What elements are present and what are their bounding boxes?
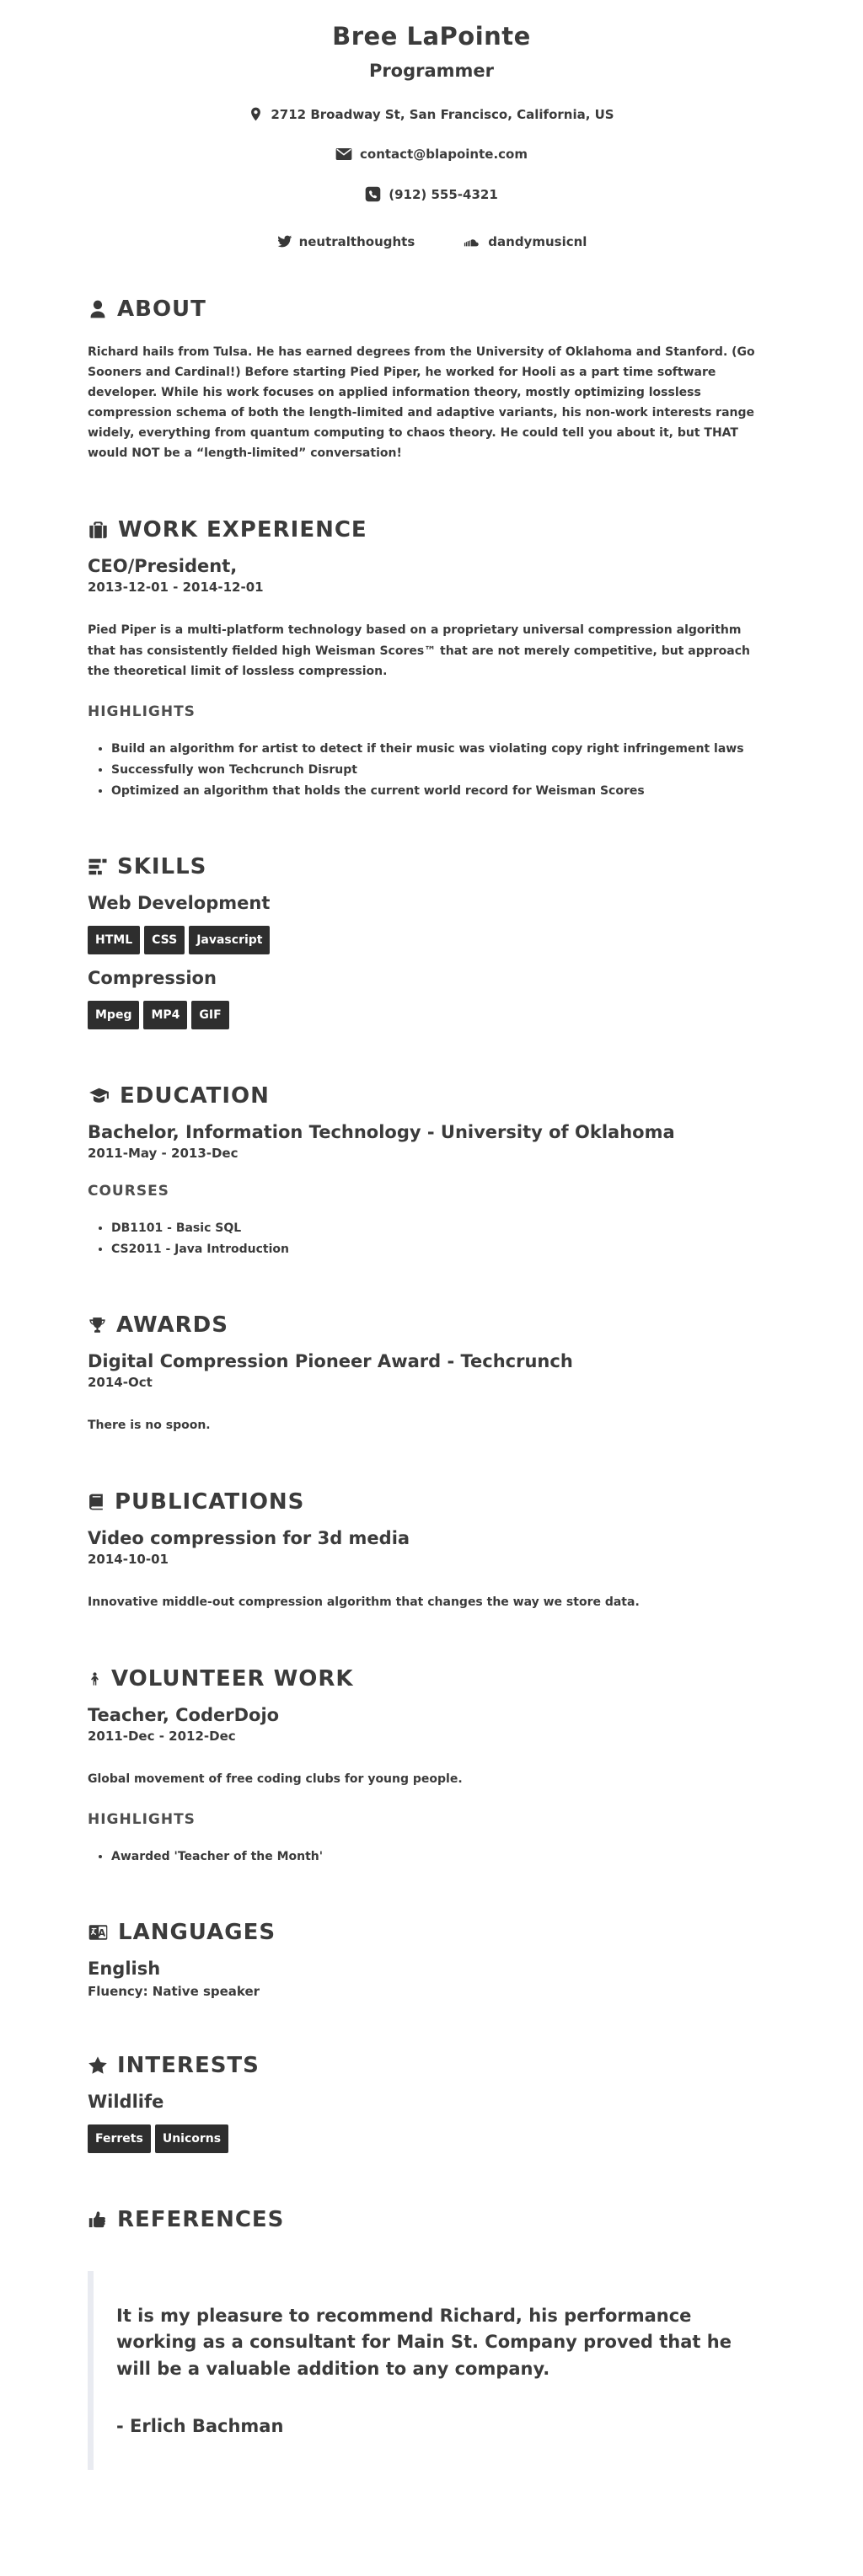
reference-quote-text: It is my pleasure to recommend Richard, his performance working as a consultant for Main St. Company proved that he will be a valuable addition to any company. — [116, 2305, 732, 2379]
interest-name: Wildlife — [88, 2091, 164, 2112]
section-skills — [88, 854, 775, 1029]
volunteer-heading-text: VOLUNTEER WORK — [111, 1665, 354, 1692]
section-languages — [88, 1920, 775, 1999]
skill-badge: GIF — [191, 1001, 228, 1029]
reference-signature: - Erlich Bachman — [116, 2416, 284, 2437]
map-marker-icon — [249, 106, 263, 122]
language-fluency: Fluency: Native speaker — [88, 1983, 260, 1999]
references-heading — [88, 2207, 775, 2232]
tasks-icon — [88, 857, 108, 877]
interest-badge: Unicorns — [155, 2124, 228, 2153]
work-heading — [88, 517, 775, 542]
about-heading-text: ABOUT — [117, 297, 206, 322]
list-item: • Awarded 'Teacher of the Month' — [111, 1848, 775, 1866]
star-icon — [88, 2055, 108, 2076]
education-heading-text: EDUCATION — [120, 1082, 270, 1109]
skill-group-name: Web Development — [88, 892, 271, 913]
award-title: Digital Compression Pioneer Award - Techcrunch — [88, 1350, 573, 1371]
work-description: Pied Piper is a multi-platform technology based on a proprietary universal compression algorithm that has consistently fielded high Weisman Scores™ that are not merely competitive, but approach the theoretical limit of lossless compression. — [88, 623, 750, 678]
skills-heading-text: SKILLS — [117, 853, 207, 879]
email-text[interactable]: contact@blapointe.com — [360, 147, 528, 162]
awards-heading — [88, 1312, 775, 1338]
work-highlights-label: HIGHLIGHTS — [88, 703, 196, 720]
skill-badges — [88, 926, 775, 954]
list-item: • Optimized an algorithm that holds the current world record for Weisman Scores — [111, 783, 775, 800]
location-text[interactable]: 2712 Broadway St, San Francisco, California, US — [271, 106, 614, 122]
volunteer-heading — [88, 1666, 775, 1692]
section-volunteer — [88, 1666, 775, 1866]
soundcloud-handle[interactable]: dandymusicnl — [488, 234, 587, 249]
social-row — [0, 234, 863, 249]
svg-text:A: A — [98, 1927, 107, 1939]
phone-square-icon — [365, 186, 381, 202]
languages-heading-text: LANGUAGES — [118, 1919, 276, 1945]
section-about — [88, 297, 775, 463]
list-item: • DB1101 - Basic SQL — [111, 1220, 775, 1237]
publications-heading — [88, 1489, 775, 1515]
user-icon — [88, 299, 108, 319]
education-courses-list — [94, 1220, 775, 1259]
graduation-cap-icon — [88, 1086, 110, 1106]
reference-quote-block — [88, 2271, 775, 2471]
list-item: • CS2011 - Java Introduction — [111, 1241, 775, 1259]
work-role: CEO/President, — [88, 556, 238, 577]
book-icon — [88, 1492, 105, 1512]
education-courses-label: COURSES — [88, 1182, 169, 1200]
skill-badge: HTML — [88, 926, 140, 954]
section-publications — [88, 1489, 775, 1612]
publications-heading-text: PUBLICATIONS — [115, 1488, 305, 1515]
section-interests — [88, 2053, 775, 2153]
award-date: 2014-Oct — [88, 1374, 153, 1390]
section-awards — [88, 1312, 775, 1435]
skill-badge: MP4 — [143, 1001, 187, 1029]
interests-heading-text: INTERESTS — [117, 2052, 260, 2078]
list-item: • Build an algorithm for artist to detect if their music was violating copy right infringement laws — [111, 740, 775, 758]
publication-title: Video compression for 3d media — [88, 1527, 410, 1548]
twitter-handle[interactable]: neutralthoughts — [298, 234, 415, 249]
work-dates: 2013-12-01 - 2014-12-01 — [88, 580, 264, 596]
resume-body — [0, 297, 863, 2470]
publication-summary: Innovative middle-out compression algorithm that changes the way we store data. — [88, 1595, 640, 1609]
header — [0, 22, 863, 249]
publication-date: 2014-10-01 — [88, 1551, 169, 1567]
child-icon — [88, 1669, 102, 1689]
briefcase-icon — [88, 520, 109, 540]
skill-group-name: Compression — [88, 967, 217, 988]
twitter-icon — [276, 235, 292, 249]
volunteer-highlights-list — [94, 1848, 775, 1866]
about-heading — [88, 297, 775, 322]
person-title: Programmer — [368, 61, 495, 81]
phone-row — [0, 186, 863, 202]
envelope-icon — [335, 147, 352, 161]
volunteer-highlights-label: HIGHLIGHTS — [88, 1810, 196, 1828]
interest-badge: Ferrets — [88, 2124, 151, 2153]
email-row — [0, 147, 863, 162]
work-heading-text: WORK EXPERIENCE — [118, 517, 367, 543]
soundcloud-profile[interactable] — [464, 234, 587, 249]
education-dates: 2011-May - 2013-Dec — [88, 1145, 239, 1161]
interest-badges — [88, 2124, 775, 2153]
twitter-profile[interactable] — [276, 234, 415, 249]
interests-heading — [88, 2053, 775, 2078]
language-name: English — [88, 1958, 161, 1979]
skill-badge: Javascript — [189, 926, 270, 954]
phone-text[interactable]: (912) 555-4321 — [389, 186, 498, 202]
section-education — [88, 1083, 775, 1259]
skill-badge: CSS — [144, 926, 185, 954]
volunteer-role: Teacher, CoderDojo — [88, 1704, 280, 1725]
volunteer-summary: Global movement of free coding clubs for young people. — [88, 1772, 463, 1786]
awards-heading-text: AWARDS — [116, 1312, 228, 1338]
skill-badge: Mpeg — [88, 1001, 139, 1029]
section-work — [88, 517, 775, 799]
location-row — [0, 106, 863, 122]
references-heading-text: REFERENCES — [117, 2206, 285, 2232]
languages-heading — [88, 1920, 775, 1945]
award-summary: There is no spoon. — [88, 1418, 211, 1432]
volunteer-dates: 2011-Dec - 2012-Dec — [88, 1728, 236, 1744]
skills-heading — [88, 854, 775, 879]
soundcloud-icon — [464, 235, 481, 249]
thumbs-up-icon — [88, 2210, 108, 2230]
education-heading — [88, 1083, 775, 1109]
work-highlights-list — [94, 740, 775, 800]
list-item: • Successfully won Techcrunch Disrupt — [111, 762, 775, 779]
person-name: Bree LaPointe — [332, 22, 531, 51]
education-degree: Bachelor, Information Technology - University of Oklahoma — [88, 1121, 675, 1142]
trophy-icon — [88, 1315, 107, 1335]
section-references — [88, 2207, 775, 2471]
language-icon — [88, 1922, 109, 1943]
about-text: Richard hails from Tulsa. He has earned degrees from the University of Oklahoma and Stanford. (Go Sooners and Cardinal!) Before starting Pied Piper, he worked for Hooli as a part time software developer. While his work focuses on applied information theory, mostly optimizing lossless compression schema of both the length-limited and adaptive variants, his non-work interests range widely, everything from quantum computing to chaos theory. He could tell you about it, but THAT would NOT be a “length-limited” conversation! — [88, 345, 755, 461]
skill-badges — [88, 1001, 775, 1029]
